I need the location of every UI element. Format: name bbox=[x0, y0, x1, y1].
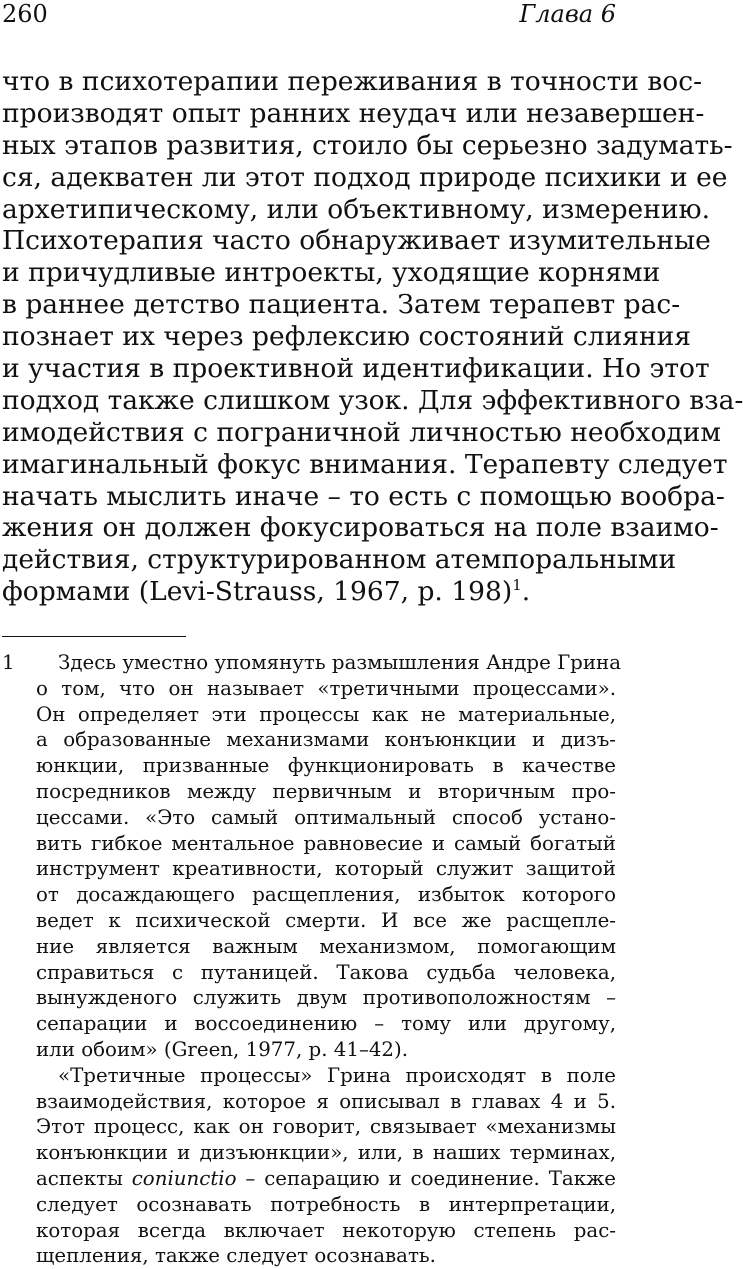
footnote-line: о том, что он называет «третичными процессами». bbox=[36, 676, 616, 700]
footnote-reference[interactable]: 1 bbox=[512, 576, 522, 595]
text-line: в раннее детство пациента. Затем терапевт рас- bbox=[2, 289, 681, 321]
footnote-line: сепарации и воссоединению – тому или другому, bbox=[36, 1012, 616, 1036]
footnote-line: которая всегда включает некоторую степень рас- bbox=[36, 1218, 616, 1242]
footnote-line: щепления, также следует осознавать. bbox=[36, 1244, 436, 1268]
footnote-line: ведет к психической смерти. И все же расщепле- bbox=[36, 908, 616, 932]
footnote-line: Здесь уместно упомянуть размышления Андре Грина bbox=[58, 651, 622, 674]
text-line: Психотерапия часто обнаруживает изумительные bbox=[2, 225, 711, 257]
text-line: имагинальный фокус внимания. Терапевту следует bbox=[2, 448, 728, 480]
text-line: архетипическому, или объективному, измерению. bbox=[2, 193, 711, 225]
text-line: ных этапов развития, стоило бы серьезно задумать- bbox=[2, 129, 733, 161]
footnote-mark: 1 bbox=[2, 651, 15, 674]
final-period: . bbox=[521, 576, 531, 608]
text-line: имодействия с пограничной личностью необходим bbox=[2, 416, 721, 448]
text-line: и причудливые интроекты, уходящие корнями bbox=[2, 257, 661, 289]
latin-term: coniunctio bbox=[131, 1166, 237, 1190]
footnote-paragraph-1-cont bbox=[36, 676, 616, 1269]
footnote-line-part: – сепарацию и соединение. Также bbox=[236, 1166, 616, 1190]
text-line: и участия в проективной идентификации. Но этот bbox=[2, 353, 710, 385]
footnote-line: юнкции, призванные функционировать в качестве bbox=[36, 754, 616, 778]
text-line: жения он должен фокусироваться на поле взаимо- bbox=[2, 512, 719, 544]
last-line-text: формами (Levi-Strauss, 1967, p. 198) bbox=[2, 576, 513, 608]
text-line: действия, структурированном атемпоральными bbox=[2, 544, 677, 576]
main-text bbox=[2, 66, 743, 608]
footnote-line: следует осознавать потребность в интерпретации, bbox=[36, 1192, 616, 1216]
chapter-title: Глава 6 bbox=[519, 0, 616, 28]
footnote-line: Этот процесс, как он говорит, связывает «механизмы bbox=[36, 1115, 616, 1139]
text-line: познает их через рефлексию состояний слияния bbox=[2, 321, 691, 353]
footnote-line: или обоим» (Green, 1977, p. 41–42). bbox=[36, 1037, 409, 1061]
footnote-line: вынужденого служить двум противоположностям – bbox=[36, 986, 616, 1010]
footnote-line: взаимодействия, которое я описывал в главах 4 и 5. bbox=[36, 1089, 616, 1113]
footnote-paragraph-1 bbox=[58, 650, 622, 676]
footnote-line: от досаждающего расщепления, избыток которого bbox=[36, 883, 616, 907]
page-number: 260 bbox=[2, 0, 48, 28]
text-line: ся, адекватен ли этот подход природе психики и ее bbox=[2, 161, 728, 193]
text-line: подход также слишком узок. Для эффективного вза- bbox=[2, 384, 743, 416]
footnote-separator bbox=[2, 636, 186, 637]
footnote-line: Он определяет эти процессы как не материальные, bbox=[36, 702, 616, 726]
footnote-line: вить гибкое ментальное равновесие и самый богатый bbox=[36, 831, 616, 855]
footnote-line-part: аспекты bbox=[36, 1166, 132, 1190]
text-line: производят опыт ранних неудач или незавершен- bbox=[2, 97, 705, 129]
footnote-line: посредников между первичным и вторичным про- bbox=[36, 779, 616, 803]
footnote-line: ние является важным механизмом, помогающим bbox=[36, 934, 616, 958]
footnote-line: цессами. «Это самый оптимальный способ устано- bbox=[36, 805, 616, 829]
footnote-line: справиться с путаницей. Такова судьба человека, bbox=[36, 960, 616, 984]
footnote-line: «Третичные процессы» Грина происходят в поле bbox=[58, 1063, 616, 1087]
footnote-line: а образованные механизмами конъюнкции и дизъ- bbox=[36, 728, 616, 752]
running-header bbox=[2, 0, 616, 32]
text-line: что в психотерапии переживания в точности вос- bbox=[2, 66, 703, 97]
text-line-last bbox=[2, 576, 616, 608]
footnote-line: инструмент креативности, который служит защитой bbox=[36, 857, 616, 881]
footnote-line bbox=[36, 1166, 616, 1192]
footnote-line: конъюнкции и дизъюнкции», или, в наших терминах, bbox=[36, 1141, 616, 1165]
text-line: начать мыслить иначе – то есть с помощью вообра- bbox=[2, 480, 725, 512]
